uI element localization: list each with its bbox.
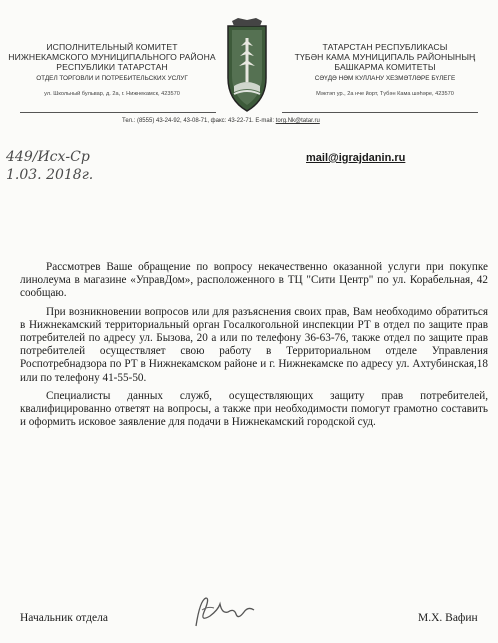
- header-left-title-line: НИЖНЕКАМСКОГО МУНИЦИПАЛЬНОГО РАЙОНА: [8, 52, 216, 62]
- emblem-icon: [222, 16, 272, 116]
- handwritten-number: 449/Исх-Ср: [6, 149, 90, 165]
- header-left-department: ОТДЕЛ ТОРГОВЛИ И ПОТРЕБИТЕЛЬСКИХ УСЛУГ: [36, 75, 188, 82]
- header-divider-right: [282, 112, 478, 113]
- header-email-label: E-mail:: [255, 118, 275, 124]
- header-phones: Тел.: (8555) 43-24-92, 43-08-71, факс: 43-22-71.: [122, 118, 254, 124]
- handwritten-signature: [190, 592, 260, 632]
- header-divider-left: [20, 112, 216, 113]
- header-right-title-line: ТАТАРСТАН РЕСПУБЛИКАСЫ: [322, 42, 448, 52]
- header-right-title-line: БАШКАРМА КОМИТЕТЫ: [334, 62, 436, 72]
- header-email: torg.Nk@tatar.ru: [275, 118, 320, 124]
- signature-scribble-icon: [190, 592, 260, 632]
- recipient-email: mail@igrajdanin.ru: [306, 152, 406, 164]
- coat-of-arms-emblem: [222, 16, 272, 116]
- header-contacts: [122, 118, 320, 124]
- header-left-address: ул. Школьный бульвар, д. 2а, г. Нижнекамск, 423570: [44, 91, 180, 97]
- letter-body: [20, 261, 488, 434]
- signature-name: М.Х. Вафин: [418, 612, 478, 624]
- header-right-title-line: ТҮБӘН КАМА МУНИЦИПАЛЬ РАЙОНЫНЫҢ: [294, 52, 476, 62]
- body-paragraph: Рассмотрев Ваше обращение по вопросу некачественно оказанной услуги при покупке линолеума в магазине «УправДом», расположенного в ТЦ "Сити Центр" по ул. Корабельная, 42 сообщаю.: [20, 261, 488, 300]
- header-left-title-line: РЕСПУБЛИКИ ТАТАРСТАН: [56, 62, 168, 72]
- header-right: [278, 42, 492, 98]
- body-paragraph: Специалисты данных служб, осуществляющих защиту прав потребителей, квалифицированно ответят на вопросы, а также при необходимости помогут грамотно составить и оформить исковое заявление для подачи в Нижнекамский городской суд.: [20, 389, 488, 429]
- header-left: [6, 42, 218, 98]
- header-right-department: СӘҮДӘ НӘМ КУЛЛАНУ ХЕЗМӘТЛӘРЕ БҮЛЕГЕ: [314, 75, 456, 82]
- signature-position: Начальник отдела: [20, 612, 108, 624]
- header-left-title-line: ИСПОЛНИТЕЛЬНЫЙ КОМИТЕТ: [46, 42, 178, 52]
- header-right-address: Мәктәп ур., 2а нче йорт, Түбән Кама шәһәре, 423570: [316, 91, 454, 97]
- handwritten-date: 1.03. 2018г.: [6, 167, 94, 183]
- body-paragraph: При возникновении вопросов или для разъяснения своих прав, Вам необходимо обратиться в Нижнекамский территориальный орган Госалкогольной инспекции РТ в отдел по защите прав потребителей по адресу ул. Бызова, 20 а или по телефону 36-63-76, также отдел по защите прав потребителей осуществляет свою работу в Территориальном отделе Управления Роспотребнадзора по РТ в Нижнекамском районе и г. Нижнекамске по адресу ул. Ахтубинская,18 или по телефону 41-55-50.: [20, 305, 488, 384]
- handwritten-registration: [6, 150, 93, 182]
